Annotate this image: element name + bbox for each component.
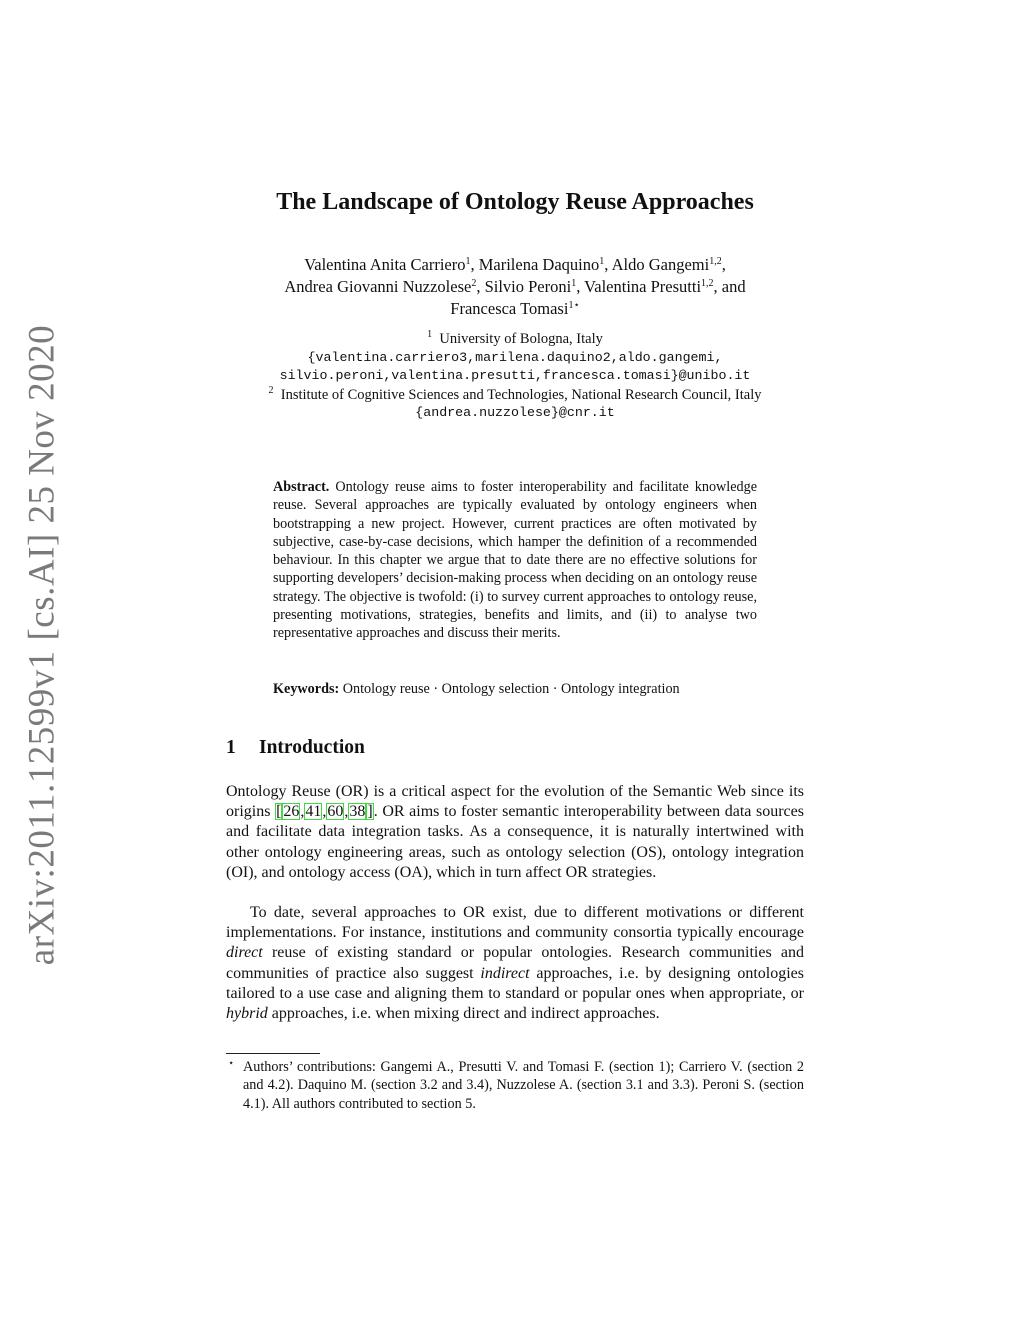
section-number: 1	[226, 737, 236, 758]
author-name: Andrea Giovanni Nuzzolese	[284, 277, 472, 296]
author-affiliation-mark: 1	[465, 256, 471, 267]
citation-link[interactable]: 38	[349, 803, 366, 821]
affiliation-1	[180, 330, 850, 349]
author-affiliation-mark: 1⋆	[568, 300, 580, 311]
affiliation-1-emails-cont: silvio.peroni,valentina.presutti,francesca.tomasi}@unibo.it	[279, 368, 751, 383]
footnote-mark: ⋆	[228, 1058, 235, 1069]
affiliation-1-emails: {valentina.carriero3,marilena.daquino2,aldo.gangemi,	[307, 349, 723, 365]
footnote-text: Authors’ contributions: Gangemi A., Presutti V. and Tomasi F. (section 1); Carriero V. (section 2 and 4.2). Daquino M. (section 3.2 and 3.4), Nuzzolese A. (section 3.1 and 3.3). Peroni S. (section 4.1). All authors contributed to section 5.	[243, 1059, 804, 1112]
citation-link[interactable]: 41	[305, 803, 322, 821]
paragraph-text: Ontology Reuse (OR) is a critical aspect for the evolution of the Semantic Web since its origins	[226, 783, 804, 821]
paragraph-text: approaches, i.e. by designing ontologies tailored to a use case and aligning them to standard or popular ones when appropriate, or	[226, 964, 804, 1002]
paragraph-text: approaches, i.e. when mixing direct and indirect approaches.	[267, 1005, 660, 1023]
affiliation-2-email: {andrea.nuzzolese}@cnr.it	[415, 405, 615, 420]
abstract-text: Ontology reuse aims to foster interoperability and facilitate knowledge reuse. Several approaches are typically evaluated by ontology engineers when bootstrapping a new project. However, current practices are often motivated by subjective, case-by-case decisions, which hamper the definition of a recommended behaviour. In this chapter we argue that to date there are no effective solutions for supporting developers’ decision-making process when deciding on an ontology reuse strategy. The objective is twofold: (i) to survey current approaches to ontology reuse, presenting motivations, strategies, benefits and limits, and (ii) to analyse two representative approaches and discuss their merits.	[273, 479, 758, 642]
affiliation-name: University of Bologna, Italy	[439, 331, 603, 347]
intro-paragraph-2	[226, 903, 804, 1024]
author-affiliation-mark: 1,2	[709, 256, 722, 267]
affiliations	[180, 330, 850, 423]
author-name: , Marilena Daquino	[470, 255, 600, 274]
author-separator: ,	[721, 255, 726, 274]
section-heading	[226, 735, 365, 761]
citation-link[interactable]: 26	[283, 803, 300, 821]
author-name: Valentina Anita Carriero	[304, 255, 466, 274]
author-name: , Silvio Peroni	[476, 277, 572, 296]
emphasis-indirect: indirect	[480, 964, 530, 982]
author-name: , Aldo Gangemi	[604, 255, 710, 274]
affiliation-2	[180, 386, 850, 405]
intro-paragraph-1: Ontology Reuse (OR) is a critical aspect for the evolution of the Semantic Web since its origins [ 26,41,60,38 ]. OR aims to foster semantic interoperability between data sources and facilitate data integration tasks. As a consequence, it is naturally intertwined with other ontology engineering areas, such as ontology selection (OS), ontology integration (OI), and ontology access (OA), which in turn affect OR strategies.	[226, 783, 804, 881]
author-line-2	[180, 276, 850, 298]
author-line-1	[180, 254, 850, 276]
author-name: Francesca Tomasi	[450, 299, 569, 318]
keywords	[273, 680, 763, 698]
abstract-label: Abstract.	[273, 479, 330, 495]
affiliation-mark: 1	[427, 329, 433, 340]
author-affiliation-mark: 1,2	[701, 278, 714, 289]
author-line-3	[180, 298, 850, 320]
paragraph-text: . OR aims to foster semantic interoperability between data sources and facilitate data integration tasks. As a consequence, it is naturally intertwined with other ontology engineering areas, such as ontology selection (OS), ontology integration (OI), and ontology access (OA), which in turn affect OR strategies.	[226, 803, 804, 881]
author-name: , Valentina Presutti	[576, 277, 702, 296]
paragraph-text: reuse of existing standard or popular ontologies. Research communities and communities of practice also suggest	[226, 944, 804, 982]
section-title: Introduction	[259, 737, 365, 758]
author-separator: , and	[713, 277, 746, 296]
arxiv-identifier: arXiv:2011.12599v1 [cs.AI] 25 Nov 2020	[21, 324, 63, 966]
affiliation-mark: 2	[268, 384, 274, 396]
citation-bracket[interactable]: [	[276, 803, 282, 821]
citation-link[interactable]: 60	[327, 803, 344, 821]
keywords-label: Keywords:	[273, 681, 340, 697]
emphasis-hybrid: hybrid	[226, 1005, 268, 1023]
author-affiliation-mark: 2	[471, 278, 477, 289]
paragraph-text: To date, several approaches to OR exist, due to different motivations or different implementations. For instance, institutions and community consortia typically encourage	[226, 904, 804, 942]
abstract	[273, 478, 757, 643]
affiliation-name: Institute of Cognitive Sciences and Technologies, National Research Council, Italy	[280, 386, 762, 403]
keywords-text: Ontology reuse · Ontology selection · Ontology integration	[342, 681, 680, 697]
footnote	[226, 1058, 804, 1113]
paper-title: The Landscape of Ontology Reuse Approaches	[276, 189, 754, 215]
citation-bracket[interactable]: ]	[367, 803, 373, 821]
footnote-divider	[226, 1053, 320, 1054]
author-affiliation-mark: 1	[599, 256, 605, 267]
author-affiliation-mark: 1	[571, 278, 577, 289]
emphasis-direct: direct	[226, 944, 263, 962]
author-list	[180, 254, 850, 320]
